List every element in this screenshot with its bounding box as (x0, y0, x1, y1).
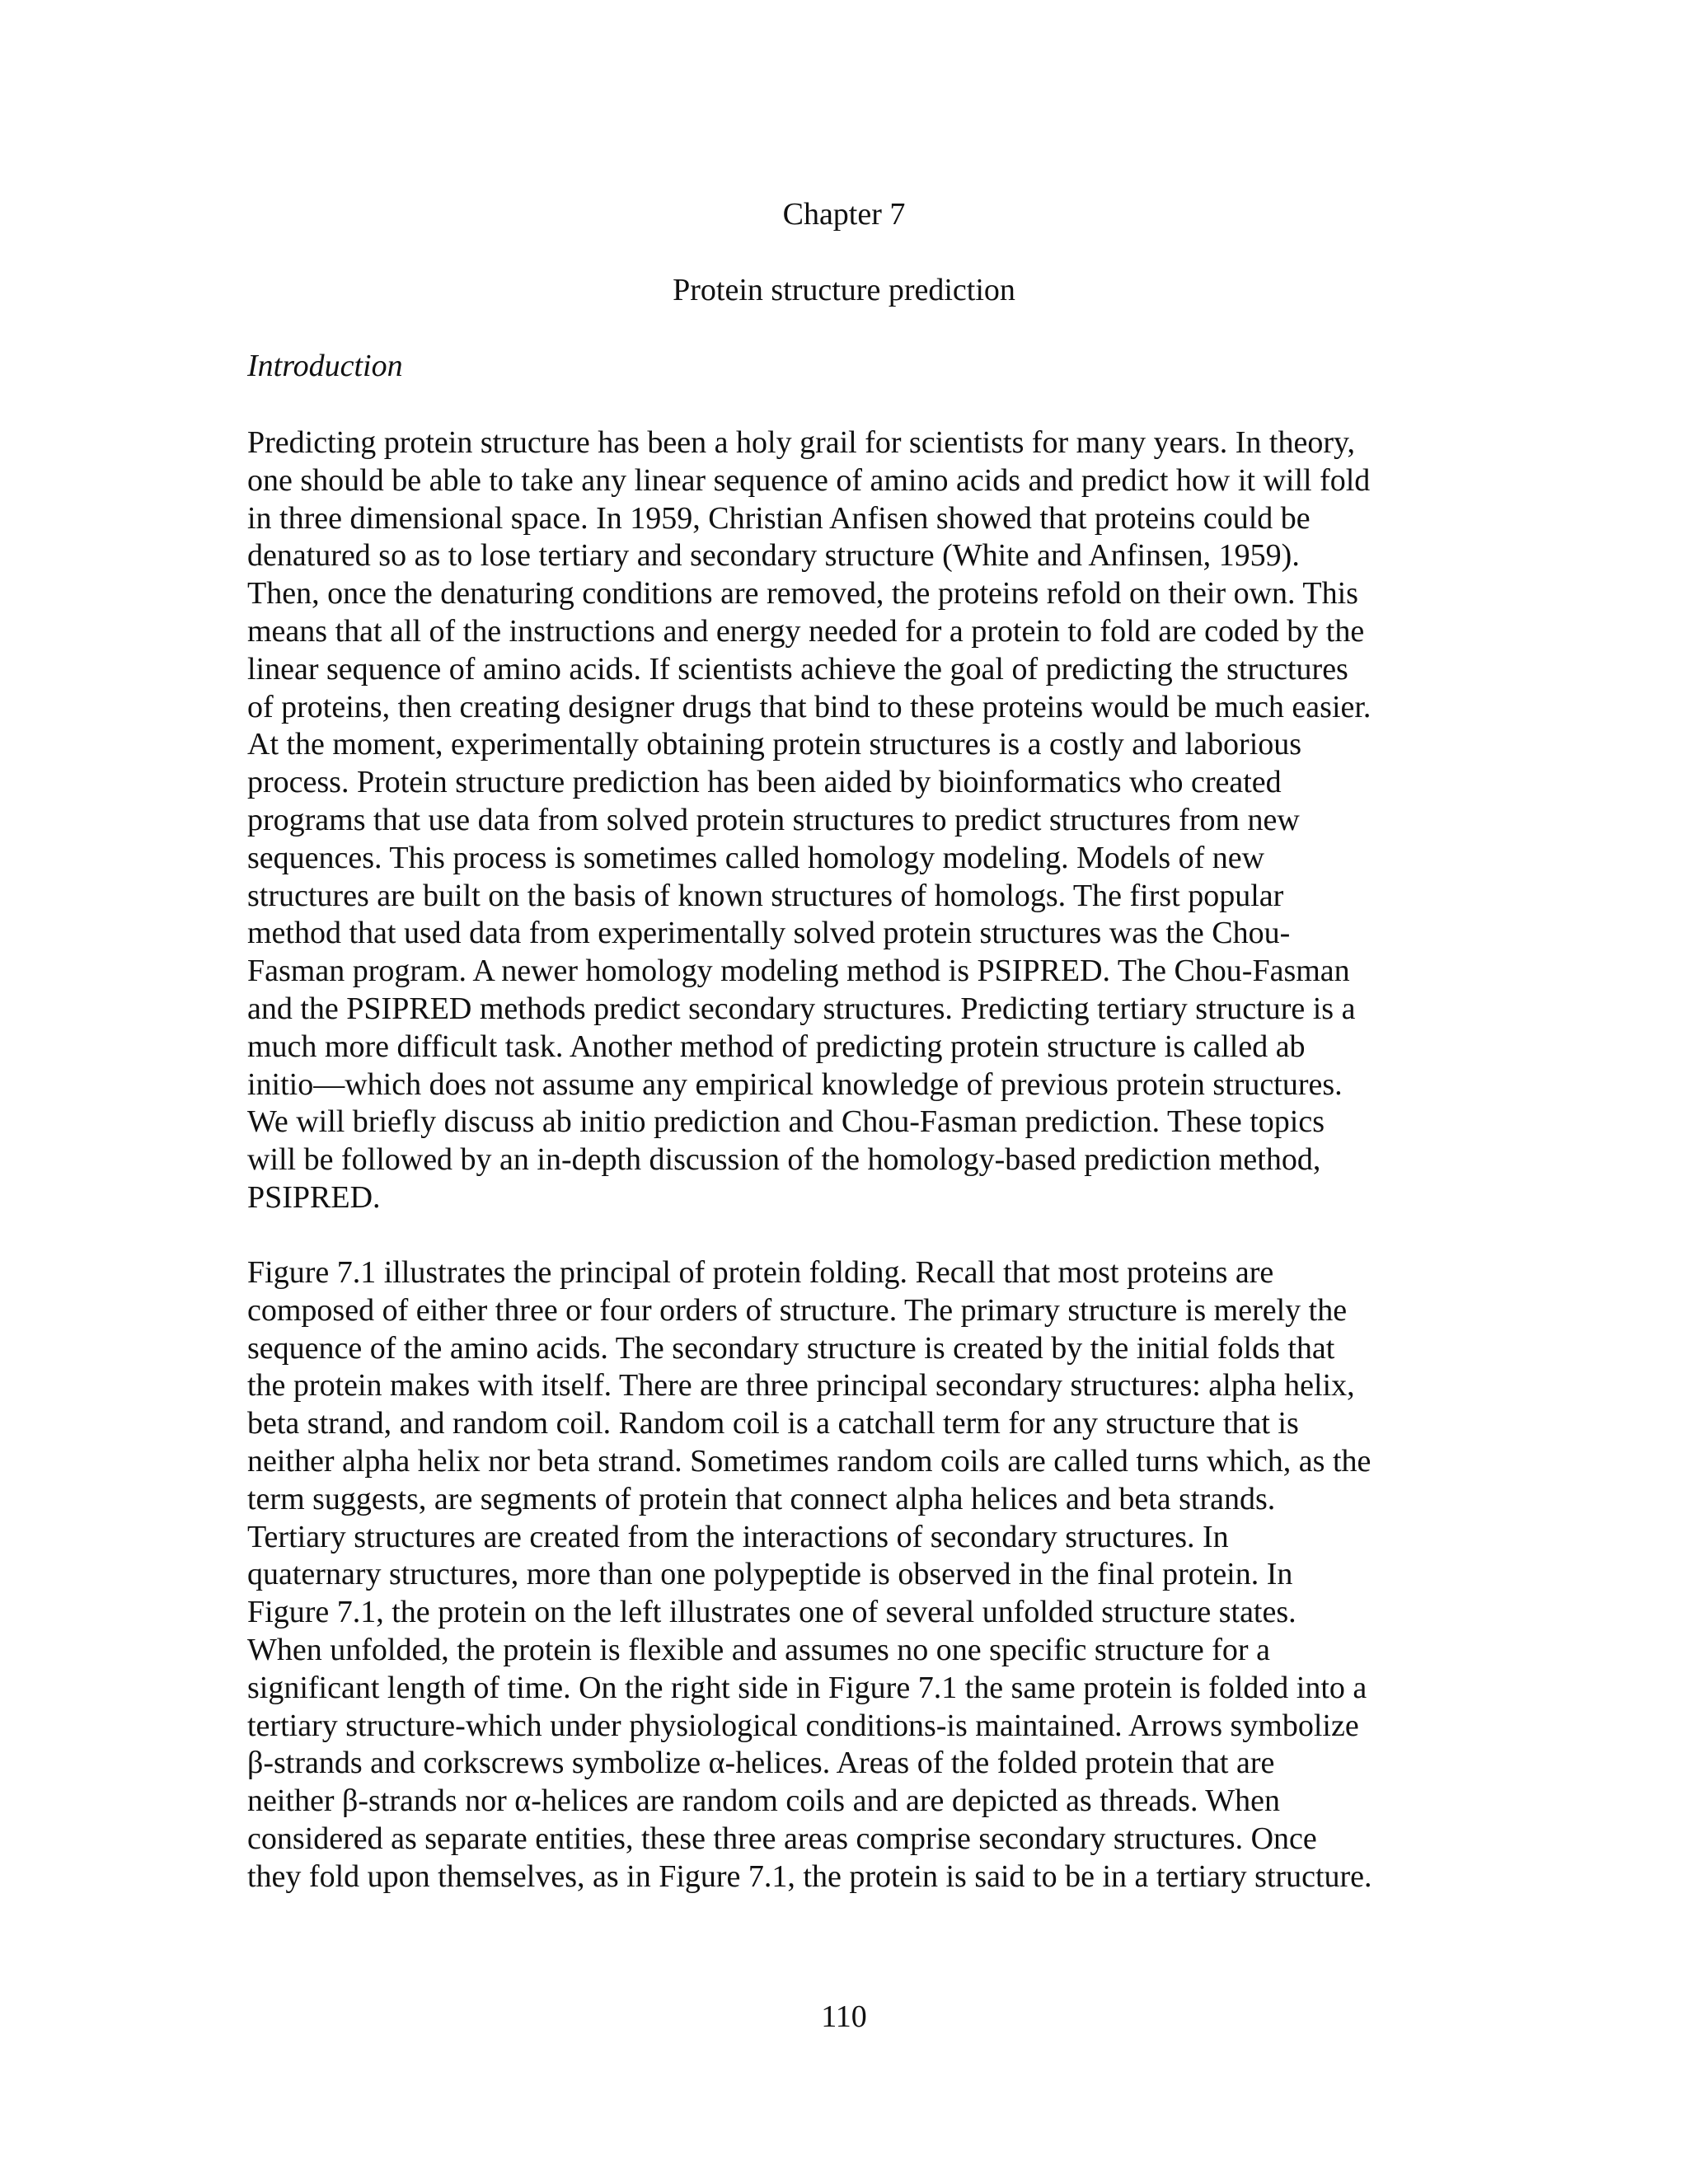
paragraph-line: Then, once the denaturing conditions are removed, the proteins refold on their own. This (247, 576, 1358, 612)
paragraph-line: method that used data from experimentally solved protein structures was the Chou- (247, 916, 1291, 951)
paragraph-line: β-strands and corkscrews symbolize α-helices. Areas of the folded protein that are (247, 1746, 1275, 1781)
paragraph-line: neither alpha helix nor beta strand. Sometimes random coils are called turns which, as the (247, 1443, 1372, 1479)
body-paragraph (247, 1254, 1451, 1896)
paragraph-line: Figure 7.1 illustrates the principal of protein folding. Recall that most proteins are (247, 1255, 1274, 1290)
paragraph-line: programs that use data from solved protein structures to predict structures from new (247, 802, 1300, 837)
paragraph-line: Figure 7.1, the protein on the left illustrates one of several unfolded structure states. (247, 1595, 1296, 1630)
paragraph-line: We will briefly discuss ab initio prediction and Chou-Fasman prediction. These topics (247, 1104, 1325, 1140)
paragraph-line: will be followed by an in-depth discussion of the homology-based prediction method, (247, 1142, 1321, 1178)
paragraph-line: much more difficult task. Another method of predicting protein structure is called ab (247, 1029, 1306, 1064)
body-paragraph (247, 424, 1451, 1217)
paragraph-line: tertiary structure-which under physiological conditions-is maintained. Arrows symbolize (247, 1708, 1359, 1743)
paragraph-line: Fasman program. A newer homology modeling method is PSIPRED. The Chou-Fasman (247, 954, 1350, 989)
paragraph-line: quaternary structures, more than one polypeptide is observed in the final protein. In (247, 1557, 1293, 1592)
paragraph-line: process. Protein structure prediction has been aided by bioinformatics who created (247, 765, 1282, 800)
paragraph-line: of proteins, then creating designer drugs that bind to these proteins would be much easier. (247, 689, 1372, 724)
paragraph-line: considered as separate entities, these three areas comprise secondary structures. Once (247, 1821, 1317, 1856)
paragraph-line: Tertiary structures are created from the interactions of secondary structures. In (247, 1519, 1229, 1554)
section-heading: Introduction (247, 349, 403, 383)
paragraph-line: in three dimensional space. In 1959, Christian Anfisen showed that proteins could be (247, 500, 1311, 536)
paragraph-line: the protein makes with itself. There are three principal secondary structures: alpha helix, (247, 1368, 1355, 1404)
paragraph-line: term suggests, are segments of protein that connect alpha helices and beta strands. (247, 1481, 1276, 1516)
paragraph-line: beta strand, and random coil. Random coil is a catchall term for any structure that is (247, 1406, 1299, 1441)
paragraph-line: they fold upon themselves, as in Figure 7.1, the protein is said to be in a tertiary structure. (247, 1858, 1372, 1894)
paragraph-line: linear sequence of amino acids. If scientists achieve the goal of predicting the structures (247, 651, 1348, 687)
chapter-title: Protein structure prediction (673, 273, 1015, 307)
paragraph-line: one should be able to take any linear sequence of amino acids and predict how it will fold (247, 462, 1371, 498)
paragraph-line: neither β-strands nor α-helices are random coils and are depicted as threads. When (247, 1783, 1280, 1819)
paragraph-line: means that all of the instructions and energy needed for a protein to fold are coded by the (247, 613, 1365, 649)
paragraph-line: When unfolded, the protein is flexible and assumes no one specific structure for a (247, 1632, 1270, 1667)
paragraph-line: Predicting protein structure has been a holy grail for scientists for many years. In theory, (247, 425, 1356, 460)
page-number: 110 (821, 1999, 867, 2034)
paragraph-line: structures are built on the basis of known structures of homologs. The first popular (247, 878, 1284, 913)
chapter-label: Chapter 7 (782, 197, 906, 232)
paragraph-line: sequences. This process is sometimes called homology modeling. Models of new (247, 840, 1265, 875)
paragraph-line: denatured so as to lose tertiary and secondary structure (White and Anfinsen, 1959). (247, 538, 1300, 574)
paragraph-line: PSIPRED. (247, 1179, 381, 1215)
paragraph-line: significant length of time. On the right side in Figure 7.1 the same protein is folded into a (247, 1670, 1367, 1705)
paragraph-line: sequence of the amino acids. The secondary structure is created by the initial folds that (247, 1330, 1335, 1366)
paragraph-line: and the PSIPRED methods predict secondary structures. Predicting tertiary structure is a (247, 991, 1356, 1026)
paragraph-line: initio—which does not assume any empirical knowledge of previous protein structures. (247, 1066, 1343, 1102)
paragraph-line: At the moment, experimentally obtaining protein structures is a costly and laborious (247, 727, 1302, 762)
paragraph-line: composed of either three or four orders of structure. The primary structure is merely the (247, 1292, 1348, 1328)
